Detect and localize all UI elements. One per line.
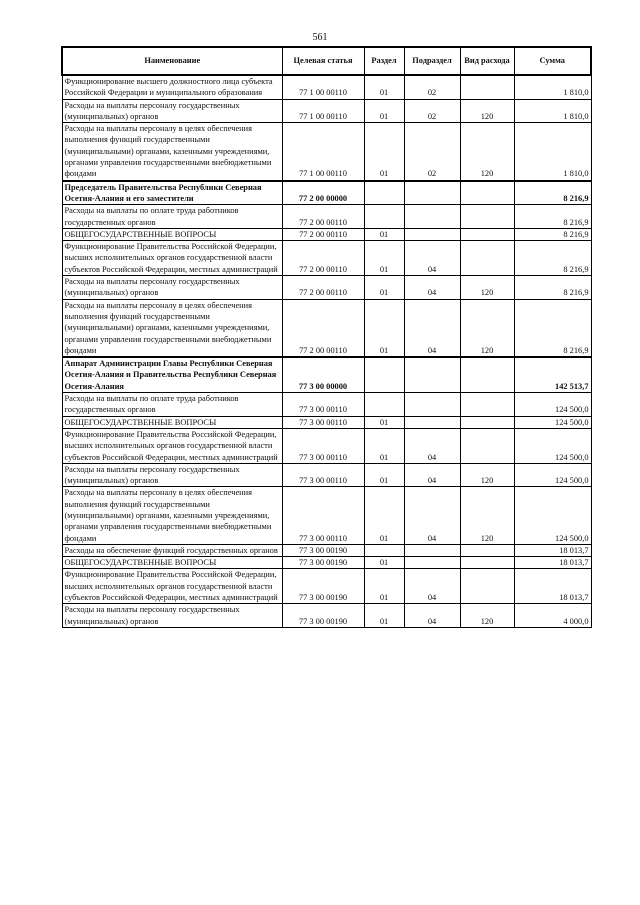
table-row — [62, 276, 591, 300]
cell-code: 77 2 00 00110 — [282, 276, 364, 300]
cell-subsection — [404, 393, 460, 417]
cell-amount: 18 013,7 — [514, 569, 591, 604]
cell-name: Расходы на выплаты персоналу в целях обеспечения выполнения функций государственными (муниципальными) органами, казенными учреждениями, органами управления государственными внебюджетными фондами — [62, 123, 282, 181]
page-number: 561 — [312, 32, 328, 43]
cell-code: 77 3 00 00110 — [282, 463, 364, 487]
cell-section: 01 — [364, 276, 404, 300]
cell-amount: 124 500,0 — [514, 463, 591, 487]
cell-name: Председатель Правительства Республики Северная Осетия-Алания и его заместители — [62, 181, 282, 205]
table-row — [62, 228, 591, 240]
cell-section — [364, 205, 404, 229]
cell-section — [364, 544, 404, 556]
cell-amount: 124 500,0 — [514, 393, 591, 417]
cell-kind — [460, 205, 514, 229]
cell-amount: 124 500,0 — [514, 428, 591, 463]
cell-subsection — [404, 416, 460, 428]
cell-name: ОБЩЕГОСУДАРСТВЕННЫЕ ВОПРОСЫ — [62, 228, 282, 240]
cell-name: Расходы на выплаты персоналу в целях обеспечения выполнения функций государственными (муниципальными) органами, казенными учреждениями, органами управления государственными внебюджетными фондами — [62, 487, 282, 544]
cell-amount: 8 216,9 — [514, 276, 591, 300]
cell-kind — [460, 428, 514, 463]
cell-section: 01 — [364, 604, 404, 628]
cell-code: 77 2 00 00110 — [282, 228, 364, 240]
cell-section: 01 — [364, 241, 404, 276]
header-name: Наименование — [62, 47, 282, 75]
header-subsection: Подраздел — [404, 47, 460, 75]
cell-section — [364, 181, 404, 205]
cell-amount: 8 216,9 — [514, 228, 591, 240]
cell-code: 77 3 00 00190 — [282, 604, 364, 628]
cell-subsection: 02 — [404, 99, 460, 123]
table-row — [62, 569, 591, 604]
cell-kind — [460, 557, 514, 569]
cell-code: 77 2 00 00110 — [282, 241, 364, 276]
cell-amount: 124 500,0 — [514, 487, 591, 544]
cell-code: 77 3 00 00110 — [282, 428, 364, 463]
cell-section: 01 — [364, 416, 404, 428]
table-row — [62, 123, 591, 181]
cell-section: 01 — [364, 228, 404, 240]
cell-code: 77 2 00 00110 — [282, 299, 364, 357]
cell-name: Расходы на выплаты по оплате труда работников государственных органов — [62, 393, 282, 417]
cell-kind: 120 — [460, 99, 514, 123]
cell-kind — [460, 569, 514, 604]
table-row — [62, 241, 591, 276]
table-row — [62, 181, 591, 205]
cell-name: Расходы на выплаты персоналу государственных (муниципальных) органов — [62, 276, 282, 300]
cell-subsection: 04 — [404, 604, 460, 628]
cell-name: Расходы на выплаты персоналу в целях обеспечения выполнения функций государственными (муниципальными) органами, казенными учреждениями, органами управления государственными внебюджетными фондами — [62, 299, 282, 357]
cell-kind: 120 — [460, 463, 514, 487]
cell-name: Расходы на выплаты персоналу государственных (муниципальных) органов — [62, 99, 282, 123]
table-body — [62, 75, 591, 627]
cell-name: Функционирование Правительства Российской Федерации, высших исполнительных органов государственной власти субъектов Российской Федерации, местных администраций — [62, 241, 282, 276]
table-row — [62, 463, 591, 487]
cell-code: 77 1 00 00110 — [282, 99, 364, 123]
cell-amount: 18 013,7 — [514, 544, 591, 556]
cell-amount: 8 216,9 — [514, 241, 591, 276]
cell-section — [364, 357, 404, 392]
table-row — [62, 557, 591, 569]
cell-code: 77 3 00 00190 — [282, 544, 364, 556]
cell-section: 01 — [364, 463, 404, 487]
cell-kind — [460, 393, 514, 417]
budget-table — [61, 46, 592, 628]
cell-section: 01 — [364, 299, 404, 357]
table-header-row — [62, 47, 591, 75]
cell-amount: 1 810,0 — [514, 75, 591, 99]
cell-subsection — [404, 181, 460, 205]
cell-name: ОБЩЕГОСУДАРСТВЕННЫЕ ВОПРОСЫ — [62, 416, 282, 428]
cell-section: 01 — [364, 99, 404, 123]
cell-code: 77 3 00 00110 — [282, 487, 364, 544]
cell-name: Функционирование высшего должностного лица субъекта Российской Федерации и муниципального образования — [62, 75, 282, 99]
cell-section: 01 — [364, 557, 404, 569]
table-row — [62, 393, 591, 417]
cell-kind — [460, 75, 514, 99]
cell-name: Функционирование Правительства Российской Федерации, высших исполнительных органов государственной власти субъектов Российской Федерации, местных администраций — [62, 428, 282, 463]
cell-section: 01 — [364, 123, 404, 181]
cell-section — [364, 393, 404, 417]
cell-subsection: 04 — [404, 241, 460, 276]
cell-amount: 1 810,0 — [514, 99, 591, 123]
header-amount: Сумма — [514, 47, 591, 75]
cell-kind — [460, 544, 514, 556]
cell-section: 01 — [364, 75, 404, 99]
header-section: Раздел — [364, 47, 404, 75]
cell-subsection: 04 — [404, 463, 460, 487]
cell-kind — [460, 181, 514, 205]
cell-subsection: 04 — [404, 299, 460, 357]
cell-code: 77 3 00 00190 — [282, 557, 364, 569]
cell-code: 77 3 00 00000 — [282, 357, 364, 392]
cell-name: Расходы на обеспечение функций государственных органов — [62, 544, 282, 556]
cell-amount: 8 216,9 — [514, 205, 591, 229]
cell-name: Расходы на выплаты персоналу государственных (муниципальных) органов — [62, 604, 282, 628]
table-row — [62, 99, 591, 123]
table-row — [62, 416, 591, 428]
cell-subsection — [404, 544, 460, 556]
cell-subsection — [404, 357, 460, 392]
cell-kind: 120 — [460, 604, 514, 628]
cell-subsection: 02 — [404, 75, 460, 99]
cell-name: Функционирование Правительства Российской Федерации, высших исполнительных органов государственной власти субъектов Российской Федерации, местных администраций — [62, 569, 282, 604]
cell-code: 77 3 00 00110 — [282, 393, 364, 417]
table-row — [62, 299, 591, 357]
cell-subsection: 04 — [404, 487, 460, 544]
cell-code: 77 1 00 00110 — [282, 75, 364, 99]
cell-subsection: 02 — [404, 123, 460, 181]
cell-subsection: 04 — [404, 569, 460, 604]
cell-code: 77 3 00 00190 — [282, 569, 364, 604]
cell-name: Расходы на выплаты по оплате труда работников государственных органов — [62, 205, 282, 229]
cell-section: 01 — [364, 569, 404, 604]
cell-subsection — [404, 228, 460, 240]
table-row — [62, 544, 591, 556]
cell-amount: 8 216,9 — [514, 299, 591, 357]
cell-kind: 120 — [460, 299, 514, 357]
cell-code: 77 2 00 00110 — [282, 205, 364, 229]
cell-amount: 4 000,0 — [514, 604, 591, 628]
table-row — [62, 428, 591, 463]
cell-subsection: 04 — [404, 428, 460, 463]
header-code: Целевая статья — [282, 47, 364, 75]
cell-section: 01 — [364, 487, 404, 544]
cell-amount: 142 513,7 — [514, 357, 591, 392]
cell-kind — [460, 228, 514, 240]
table-row — [62, 487, 591, 544]
cell-kind: 120 — [460, 123, 514, 181]
cell-amount: 1 810,0 — [514, 123, 591, 181]
table-row — [62, 75, 591, 99]
cell-amount: 8 216,9 — [514, 181, 591, 205]
cell-kind: 120 — [460, 276, 514, 300]
cell-subsection — [404, 205, 460, 229]
cell-code: 77 3 00 00110 — [282, 416, 364, 428]
cell-kind — [460, 357, 514, 392]
table-row — [62, 604, 591, 628]
cell-amount: 18 013,7 — [514, 557, 591, 569]
cell-kind — [460, 241, 514, 276]
table-row — [62, 205, 591, 229]
cell-section: 01 — [364, 428, 404, 463]
cell-kind — [460, 416, 514, 428]
cell-subsection: 04 — [404, 276, 460, 300]
cell-subsection — [404, 557, 460, 569]
cell-amount: 124 500,0 — [514, 416, 591, 428]
cell-kind: 120 — [460, 487, 514, 544]
table-row — [62, 357, 591, 392]
cell-code: 77 1 00 00110 — [282, 123, 364, 181]
cell-name: Расходы на выплаты персоналу государственных (муниципальных) органов — [62, 463, 282, 487]
cell-code: 77 2 00 00000 — [282, 181, 364, 205]
cell-name: Аппарат Администрации Главы Республики Северная Осетия-Алания и Правительства Республики Северная Осетия-Алания — [62, 357, 282, 392]
header-kind: Вид расхода — [460, 47, 514, 75]
cell-name: ОБЩЕГОСУДАРСТВЕННЫЕ ВОПРОСЫ — [62, 557, 282, 569]
